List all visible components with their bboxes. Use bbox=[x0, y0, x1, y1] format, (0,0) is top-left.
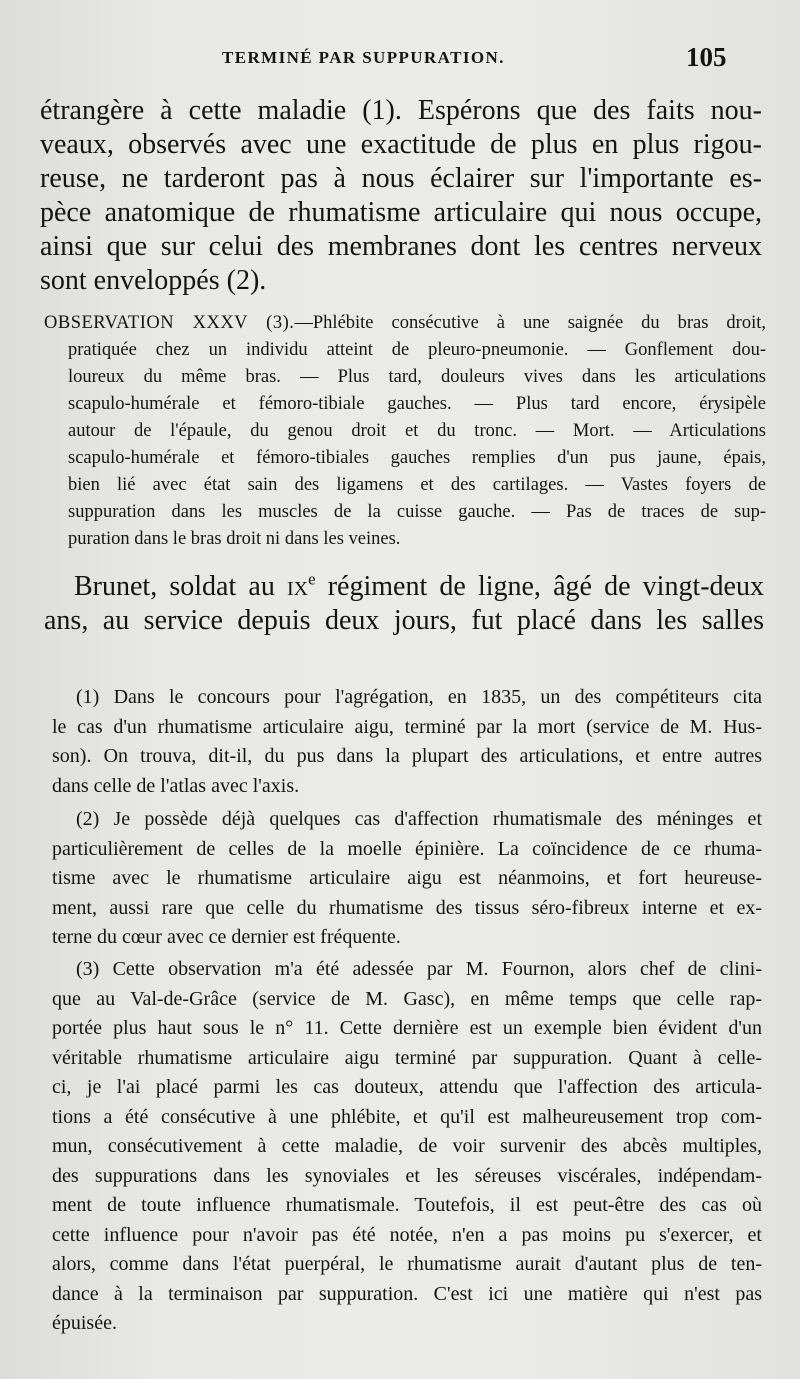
text-segment: Brunet, soldat au bbox=[74, 571, 287, 602]
text-line: des suppurations dans les synoviales et les séreuses viscérales, indépendam- bbox=[52, 1164, 762, 1187]
superscript: e bbox=[308, 569, 316, 589]
text-line: portée plus haut sous le n° 11. Cette dernière est un exemple bien évident d'un bbox=[52, 1017, 762, 1039]
footnote-3 bbox=[52, 955, 762, 1339]
text-line: tions a été consécutive à une phlébite, et qu'il est malheureusement trop com- bbox=[52, 1105, 762, 1128]
text-line: (2) Je possède déjà quelques cas d'affection rhumatismale des méninges et bbox=[76, 808, 762, 830]
text-line: scapulo-humérale et fémoro-tibiales gauches remplies d'un pus jaune, épais, bbox=[68, 448, 766, 468]
text-line: tisme avec le rhumatisme articulaire aigu est néanmoins, et fort heureuse- bbox=[52, 867, 762, 889]
body-paragraph-2 bbox=[44, 570, 764, 638]
text-line: bien lié avec état sain des ligamens et des cartilages. — Vastes foyers de bbox=[68, 475, 766, 495]
text-line: alors, comme dans l'état puerpéral, le rhumatisme aurait d'autant plus de ten- bbox=[52, 1253, 762, 1275]
text-line: pèce anatomique de rhumatisme articulaire qui nous occupe, bbox=[40, 197, 762, 228]
text-line: ci, je l'ai placé parmi les cas douteux, attendu que l'affection des articula- bbox=[52, 1076, 762, 1098]
page-header bbox=[0, 42, 800, 76]
text-line: autour de l'épaule, du genou droit et du tronc. — Mort. — Articulations bbox=[68, 421, 766, 441]
observation-first-line bbox=[44, 310, 766, 337]
body-paragraph-1 bbox=[40, 94, 762, 298]
text-line: sont enveloppés (2). bbox=[40, 265, 267, 296]
text-line: dans celle de l'atlas avec l'axis. bbox=[52, 774, 300, 797]
text-line: loureux du même bras. — Plus tard, douleurs vives dans les articulations bbox=[68, 367, 766, 387]
text-line: (1) Dans le concours pour l'agrégation, en 1835, un des compétiteurs cita bbox=[76, 686, 762, 708]
text-line: reuse, ne tarderont pas à nous éclairer sur l'importante es- bbox=[40, 163, 762, 194]
text-line: scapulo-humérale et fémoro-tibiale gauches. — Plus tard encore, érysipèle bbox=[68, 394, 766, 414]
text-line: que au Val-de-Grâce (service de M. Gasc), en même temps que celle rap- bbox=[52, 987, 762, 1010]
running-title: TERMINÉ PAR SUPPURATION. bbox=[222, 48, 505, 67]
observation-heading: OBSERVATION XXXV (3). bbox=[44, 313, 295, 333]
text-line: véritable rhumatisme articulaire aigu terminé par suppuration. Quant à celle- bbox=[52, 1046, 762, 1069]
text-line: pratiquée chez un individu atteint de pleuro-pneumonie. — Gonflement dou- bbox=[68, 340, 766, 360]
text-line: veaux, observés avec une exactitude de plus en plus rigou- bbox=[40, 129, 762, 160]
text-line: terne du cœur avec ce dernier est fréquente. bbox=[52, 926, 401, 948]
observation-summary bbox=[44, 310, 766, 553]
text-line: dance à la terminaison par suppuration. C'est ici une matière qui n'est pas bbox=[52, 1282, 762, 1305]
text-line: épuisée. bbox=[52, 1312, 117, 1334]
text-line bbox=[44, 570, 764, 604]
roman-numeral: ix bbox=[286, 571, 309, 602]
text-line: ans, au service depuis deux jours, fut placé dans les salles bbox=[44, 605, 764, 636]
text-line: (3) Cette observation m'a été adessée par M. Fournon, alors chef de clini- bbox=[76, 958, 762, 980]
footnote-1 bbox=[52, 683, 762, 801]
text-line: suppuration dans les muscles de la cuisse gauche. — Pas de traces de sup- bbox=[68, 502, 766, 522]
text-line: le cas d'un rhumatisme articulaire aigu, terminé par la mort (service de M. Hus- bbox=[52, 715, 762, 738]
text-line: ment, aussi rare que celle du rhumatisme des tissus séro-fibreux interne et ex- bbox=[52, 896, 762, 919]
text-line: étrangère à cette maladie (1). Espérons que des faits nou- bbox=[40, 95, 762, 126]
text-line: —Phlébite consécutive à une saignée du bras droit, bbox=[294, 313, 766, 333]
footnote-2 bbox=[52, 805, 762, 953]
text-line: cette influence pour n'avoir pas été notée, n'en a pas moins pu s'exercer, et bbox=[52, 1223, 762, 1246]
text-segment: régiment de ligne, âgé de vingt-deux bbox=[315, 571, 764, 602]
text-line: ment de toute influence rhumatismale. Toutefois, il est peut-être des cas où bbox=[52, 1194, 762, 1216]
text-line: mun, consécutivement à cette maladie, de voir survenir des abcès multiples, bbox=[52, 1135, 762, 1157]
page-number: 105 bbox=[686, 42, 727, 72]
text-line: puration dans le bras droit ni dans les veines. bbox=[68, 529, 401, 549]
text-line: ainsi que sur celui des membranes dont les centres nerveux bbox=[40, 231, 762, 262]
text-line: son). On trouva, dit-il, du pus dans la plupart des articulations, et entre autres bbox=[52, 745, 762, 767]
text-line: particulièrement de celles de la moelle épinière. La coïncidence de ce rhuma- bbox=[52, 837, 762, 860]
